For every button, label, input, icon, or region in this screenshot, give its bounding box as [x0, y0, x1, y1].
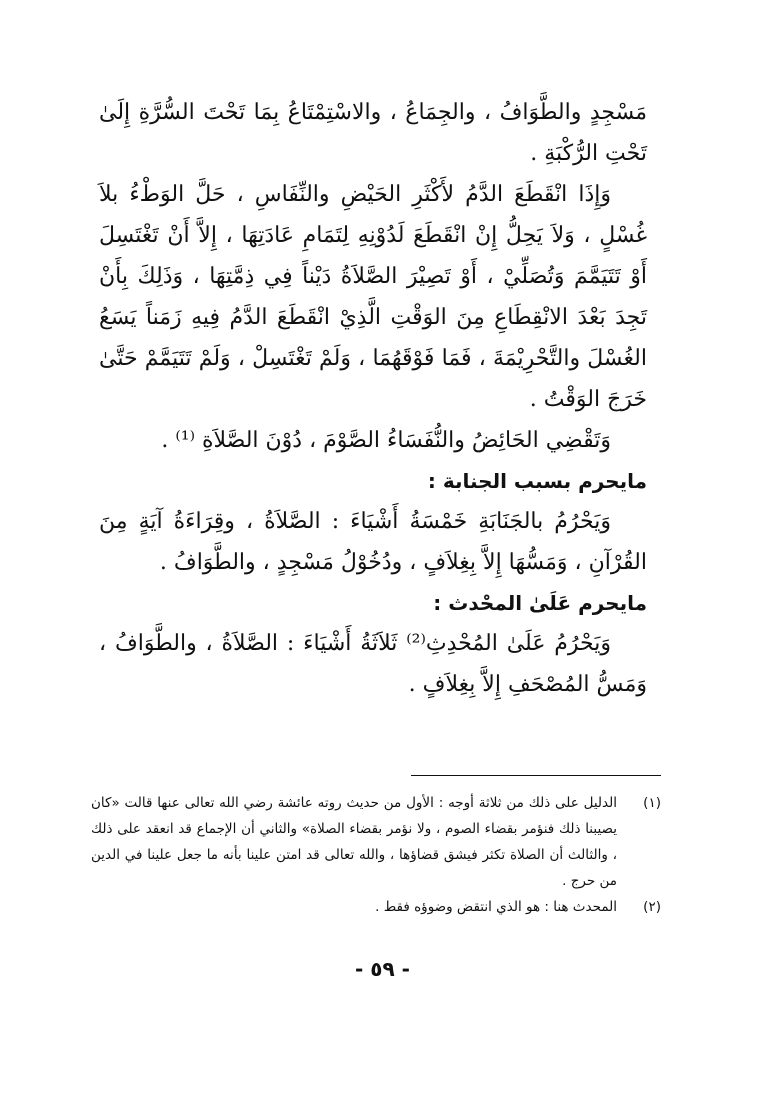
paragraph-3: وَتَقْضِي الحَائِضُ والنُّفَسَاءُ الصَّوْمَ ، دُوْنَ الصَّلاَةِ ⁽¹⁾ . [161, 428, 611, 453]
main-text [99, 92, 647, 705]
section-heading-muhdith: مايحرم عَلَىٰ المحْدث : [433, 591, 647, 615]
footnote-divider [411, 775, 661, 776]
paragraph-1: مَسْجِدٍ والطَّوَافُ ، والجِمَاعُ ، والاسْتِمْتَاعُ بِمَا تَحْتَ السُّرَّةِ إِلَىٰ تَحْتِ الرُّكْبَةِ . [99, 100, 647, 166]
footnote-2 [91, 894, 661, 920]
section-heading-janabah: مايحرم بسبب الجنابة : [427, 469, 647, 493]
page-number: - ٥٩ - [355, 957, 410, 981]
footnote-number: (١) [643, 795, 661, 811]
paragraph-5: وَيَحْرُمُ عَلَىٰ المُحْدِثِ⁽²⁾ ثَلاَثَةُ أَشْيَاءَ : الصَّلاَةُ ، والطَّوَافُ ، وَمَسُّ المُصْحَفِ إِلاَّ بِغِلاَفٍ . [99, 631, 647, 697]
footnote-text: الدليل على ذلك من ثلاثة أوجه : الأول من حديث روته عائشة رضي الله تعالى عنها قالت «كان يصيبنا ذلك فنؤمر بقضاء الصوم ، ولا نؤمر بقضاء الصلاة» والثاني أن الإجماع قد انعقد على ذلك ، والثالث أن الصلاة تكثر فيشق قضاؤها ، والله تعالى قد امتن علينا بأنه ما جعل علينا في الدين من حرج . [91, 795, 617, 889]
footnote-number: (٢) [643, 899, 661, 915]
footnote-1 [91, 790, 661, 894]
paragraph-4: وَيَحْرُمُ بالجَنَابَةِ خَمْسَةُ أَشْيَاءَ : الصَّلاَةُ ، وقِرَاءَةُ آيَةٍ مِنَ القُرْآنِ ، وَمَسُّهَا إِلاَّ بِغِلاَفٍ ، ودُخُوْلُ مَسْجِدٍ ، والطَّوَافُ . [99, 509, 647, 575]
paragraph-2: وَإِذَا انْقَطَعَ الدَّمُ لأَكْثَرِ الحَيْضِ والنِّفَاسِ ، حَلَّ الوَطْءُ بلاَ غُسْلٍ ، وَلاَ يَحِلُّ إِنْ انْقَطَعَ لَدُوْنِهِ لِتَمَامِ عَادَتِهَا ، إِلاَّ أَنْ تَغْتَسِلَ أَوْ تَتَيَمَّمَ وَتُصَلِّيْ ، أَوْ تَصِيْرَ الصَّلاَةُ دَيْناً فِي ذِمَّتِهَا ، وَذَلِكَ بِأَنْ تَجِدَ بَعْدَ الانْقِطَاعِ مِنَ الوَقْتِ الَّذِيْ انْقَطَعَ الدَّمُ فِيهِ زَمَناً يَسَعُ الغُسْلَ والتَّحْرِيْمَةَ ، فَمَا فَوْقَهُمَا ، وَلَمْ تَغْتَسِلْ ، وَلَمْ تَتَيَمَّمْ حَتَّىٰ خَرَجَ الوَقْتُ . [99, 182, 647, 412]
footnotes [91, 790, 661, 920]
footnote-text: المحدث هنا : هو الذي انتقض وضوؤه فقط . [375, 899, 617, 915]
